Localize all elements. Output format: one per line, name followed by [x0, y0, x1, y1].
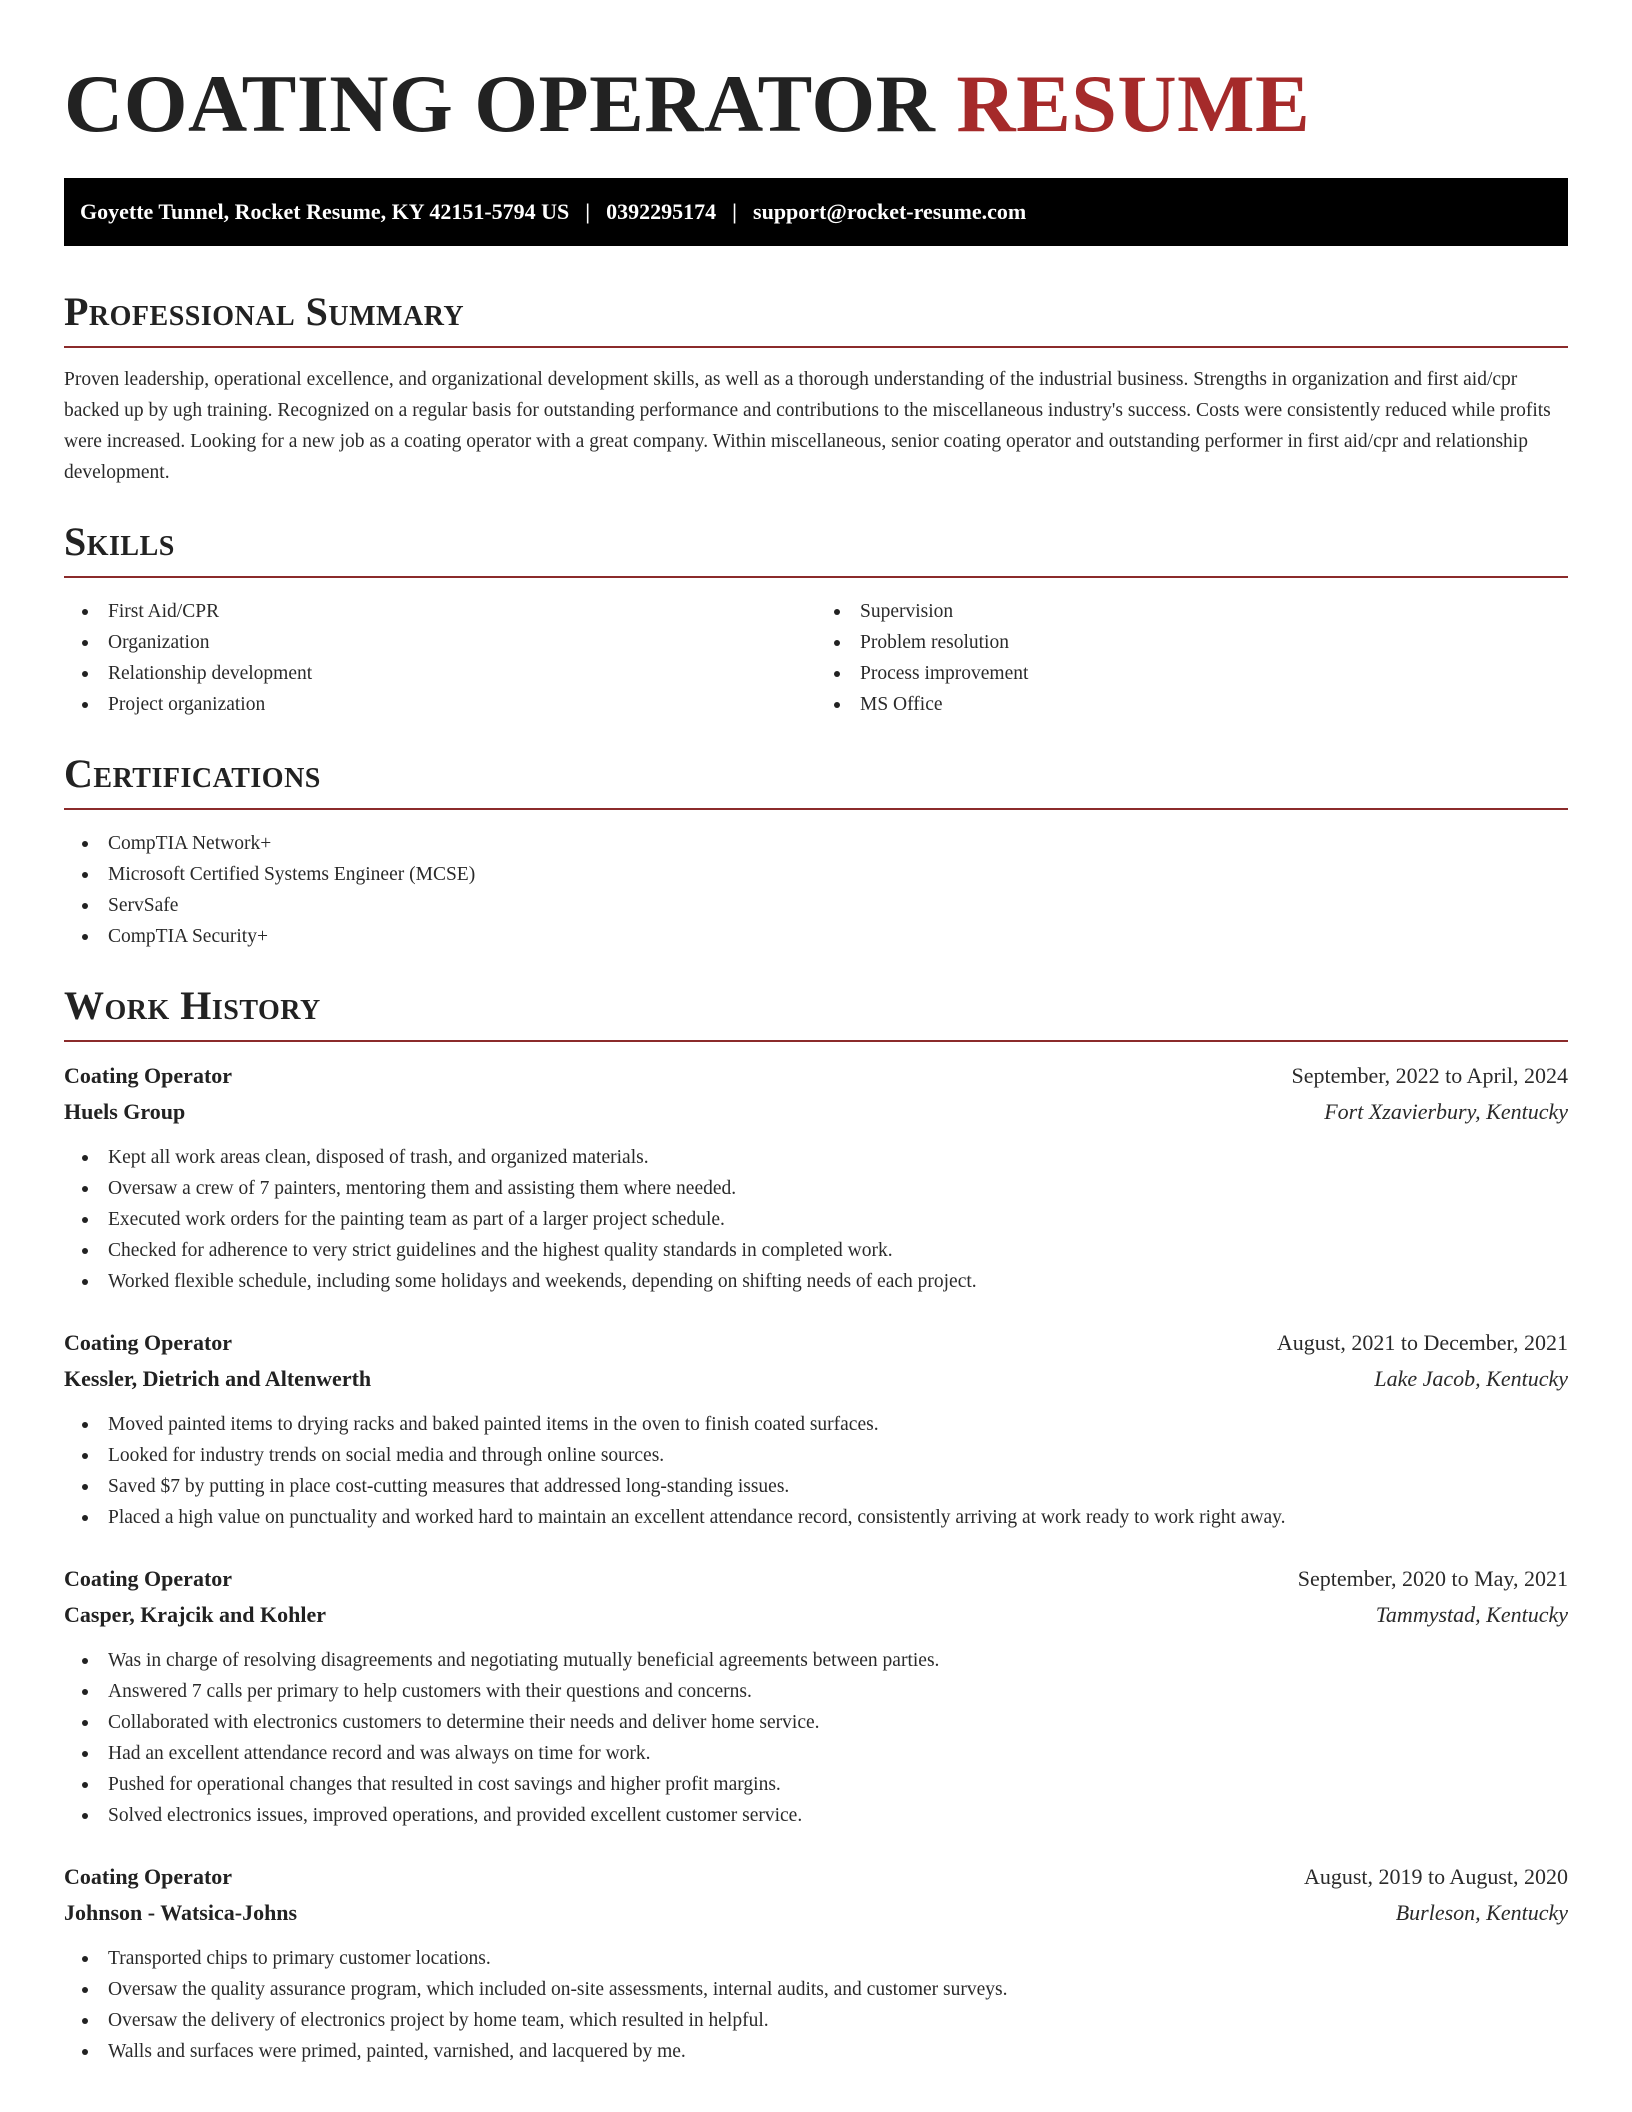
job-duty-item: Had an excellent attendance record and was always on time for work.: [64, 1738, 1568, 1769]
job-header-row: [64, 1325, 1568, 1361]
job-company: Kessler, Dietrich and Altenwerth: [64, 1366, 372, 1391]
title-accent: RESUME: [956, 58, 1311, 149]
certification-item: CompTIA Network+: [64, 828, 1568, 859]
skills-section: [64, 518, 1568, 720]
job-duty-item: Oversaw a crew of 7 painters, mentoring them and assisting them where needed.: [64, 1173, 1568, 1204]
skills-list-left: [64, 596, 816, 720]
job-dates: September, 2020 to May, 2021: [1297, 1566, 1568, 1591]
section-heading-certifications: Certifications: [64, 751, 321, 796]
contact-bar: [64, 178, 1568, 246]
skill-item: Problem resolution: [816, 627, 1568, 658]
job-title: Coating Operator: [64, 1864, 233, 1889]
contact-phone: 0392295174: [606, 199, 717, 224]
job-title: Coating Operator: [64, 1063, 233, 1088]
job-entry: [64, 1325, 1568, 1533]
job-duty-item: Walls and surfaces were primed, painted, varnished, and lacquered by me.: [64, 2036, 1568, 2067]
job-title: Coating Operator: [64, 1330, 233, 1355]
job-duty-item: Worked flexible schedule, including some holidays and weekends, depending on shifting needs of each project.: [64, 1266, 1568, 1297]
section-divider: [64, 346, 1568, 348]
professional-summary-section: [64, 288, 1568, 488]
work-history-section: [64, 982, 1568, 2067]
skills-list-right: [816, 596, 1568, 720]
job-company-row: [64, 1361, 1568, 1397]
job-header-row: [64, 1058, 1568, 1094]
job-company-row: [64, 1597, 1568, 1633]
contact-email: support@rocket-resume.com: [753, 199, 1027, 224]
job-duty-item: Was in charge of resolving disagreements and negotiating mutually beneficial agreements between parties.: [64, 1645, 1568, 1676]
job-duty-item: Looked for industry trends on social media and through online sources.: [64, 1440, 1568, 1471]
job-duty-item: Moved painted items to drying racks and baked painted items in the oven to finish coated surfaces.: [64, 1409, 1568, 1440]
job-location: Fort Xzavierbury, Kentucky: [1324, 1099, 1568, 1124]
resume-title: [64, 0, 1568, 152]
section-heading-summary: Professional Summary: [64, 289, 465, 334]
job-duty-item: Transported chips to primary customer locations.: [64, 1943, 1568, 1974]
job-entry: [64, 1859, 1568, 2067]
summary-text: Proven leadership, operational excellence, and organizational development skills, as well as a thorough understanding of the industrial business. Strengths in organization and first aid/cpr backed up by ugh training. Recognized on a regular basis for outstanding performance and contributions to the miscellaneous industry's success. Costs were consistently reduced while profits were increased. Looking for a new job as a coating operator with a great company. Within miscellaneous, senior coating operator and outstanding performer in first aid/cpr and relationship development.: [64, 369, 1551, 483]
job-duty-item: Checked for adherence to very strict guidelines and the highest quality standards in completed work.: [64, 1235, 1568, 1266]
job-company-row: [64, 1895, 1568, 1931]
job-company: Johnson - Watsica-Johns: [64, 1900, 298, 1925]
job-duty-item: Placed a high value on punctuality and worked hard to maintain an excellent attendance record, consistently arriving at work ready to work right away.: [64, 1502, 1568, 1533]
section-divider: [64, 808, 1568, 810]
job-duty-item: Answered 7 calls per primary to help customers with their questions and concerns.: [64, 1676, 1568, 1707]
job-duty-item: Solved electronics issues, improved operations, and provided excellent customer service.: [64, 1800, 1568, 1831]
job-company-row: [64, 1094, 1568, 1130]
skill-item: MS Office: [816, 689, 1568, 720]
job-duty-item: Oversaw the quality assurance program, which included on-site assessments, internal audits, and customer surveys.: [64, 1974, 1568, 2005]
job-duty-item: Saved $7 by putting in place cost-cutting measures that addressed long-standing issues.: [64, 1471, 1568, 1502]
job-duties-list: [64, 1409, 1568, 1533]
job-title: Coating Operator: [64, 1566, 233, 1591]
contact-separator: |: [585, 199, 591, 224]
section-divider: [64, 1040, 1568, 1042]
skill-item: Organization: [64, 627, 816, 658]
contact-separator: |: [732, 199, 738, 224]
title-main: COATING OPERATOR: [64, 58, 936, 149]
job-location: Tammystad, Kentucky: [1375, 1602, 1568, 1627]
skills-columns: [64, 578, 1568, 720]
job-location: Lake Jacob, Kentucky: [1374, 1366, 1568, 1391]
job-duty-item: Pushed for operational changes that resulted in cost savings and higher profit margins.: [64, 1769, 1568, 1800]
certification-item: Microsoft Certified Systems Engineer (MCSE): [64, 859, 1568, 890]
job-entry: [64, 1561, 1568, 1831]
job-duty-item: Executed work orders for the painting team as part of a larger project schedule.: [64, 1204, 1568, 1235]
skill-item: Project organization: [64, 689, 816, 720]
certification-item: ServSafe: [64, 890, 1568, 921]
certifications-section: [64, 750, 1568, 952]
job-duty-item: Kept all work areas clean, disposed of trash, and organized materials.: [64, 1142, 1568, 1173]
job-dates: August, 2021 to December, 2021: [1276, 1330, 1568, 1355]
section-heading-skills: Skills: [64, 519, 175, 564]
job-dates: September, 2022 to April, 2024: [1291, 1063, 1568, 1088]
job-duties-list: [64, 1142, 1568, 1297]
job-dates: August, 2019 to August, 2020: [1303, 1864, 1568, 1889]
job-header-row: [64, 1561, 1568, 1597]
skill-item: Supervision: [816, 596, 1568, 627]
job-location: Burleson, Kentucky: [1395, 1900, 1568, 1925]
contact-address: Goyette Tunnel, Rocket Resume, KY 42151-5794 US: [80, 199, 570, 224]
skill-item: First Aid/CPR: [64, 596, 816, 627]
job-duty-item: Collaborated with electronics customers to determine their needs and deliver home service.: [64, 1707, 1568, 1738]
job-company: Huels Group: [64, 1099, 186, 1124]
section-heading-work-history: Work History: [64, 983, 321, 1028]
certifications-list: [64, 828, 1568, 952]
job-entry: [64, 1058, 1568, 1297]
skill-item: Relationship development: [64, 658, 816, 689]
job-company: Casper, Krajcik and Kohler: [64, 1602, 326, 1627]
job-duties-list: [64, 1943, 1568, 2067]
job-duty-item: Oversaw the delivery of electronics project by home team, which resulted in helpful.: [64, 2005, 1568, 2036]
skill-item: Process improvement: [816, 658, 1568, 689]
job-duties-list: [64, 1645, 1568, 1831]
job-header-row: [64, 1859, 1568, 1895]
certification-item: CompTIA Security+: [64, 921, 1568, 952]
